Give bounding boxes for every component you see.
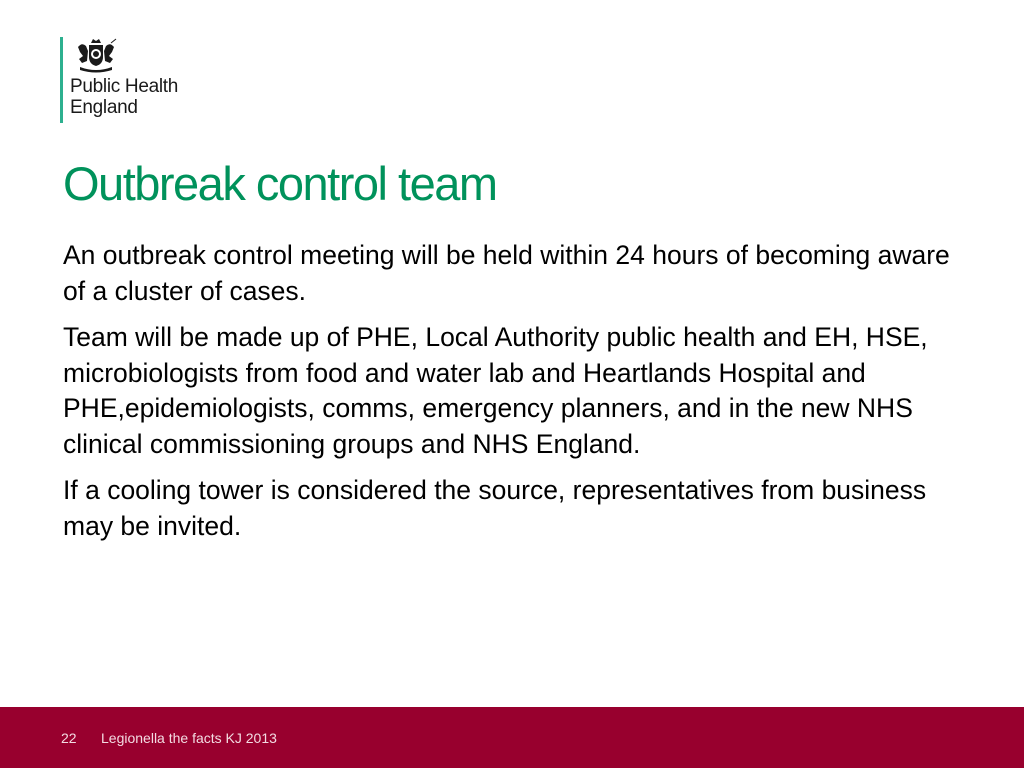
slide-body — [63, 238, 968, 555]
slide-footer — [0, 707, 1024, 768]
paragraph-cooling-tower: If a cooling tower is considered the source, representatives from business may be invited. — [63, 475, 927, 541]
logo-line-1: Public Health — [70, 76, 179, 97]
paragraph-team: Team will be made up of PHE, Local Authority public health and EH, HSE, microbiologists from food and water lab and Heartlands Hospital and PHE,epidemiologists, comms, emergency planners, and in the new NHS clinical commissioning groups and NHS England. — [63, 322, 928, 459]
logo-text — [70, 76, 178, 118]
slide-number: 22 — [61, 730, 77, 746]
slide-title: Outbreak control team — [63, 157, 497, 210]
logo-accent-bar — [60, 37, 63, 123]
logo-line-2: England — [70, 97, 138, 118]
royal-crest-icon — [74, 37, 118, 73]
phe-logo — [60, 37, 178, 123]
paragraph-meeting: An outbreak control meeting will be held within 24 hours of becoming aware of a cluster of cases. — [63, 240, 950, 306]
footer-text: Legionella the facts KJ 2013 — [101, 730, 277, 746]
